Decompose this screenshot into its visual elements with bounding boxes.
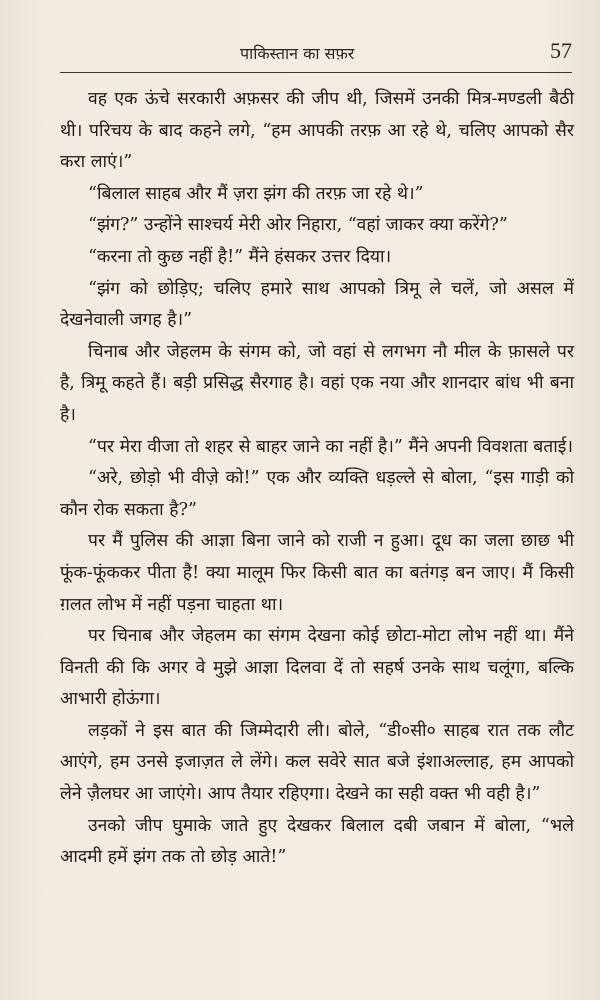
- paragraph: “पर मेरा वीजा तो शहर से बाहर जाने का नहीं है।” मैंने अपनी विवशता बताई।: [88, 436, 573, 457]
- header-rule: [60, 72, 572, 73]
- body-text: [60, 84, 574, 874]
- paragraph: पर चिनाब और जेहलम का संगम देखना कोई छोटा-मोटा लोभ नहीं था। मैंने विनती की कि अगर वे मुझे आज्ञा दिलवा दें तो सहर्ष उनके साथ चलूंगा, बल्कि आभारी होऊंगा।: [60, 626, 574, 710]
- paragraph: चिनाब और जेहलम के संगम को, जो वहां से लगभग नौ मील के फ़ासले पर है, त्रिमू कहते हैं। बड़ी प्रसिद्ध सैरगाह है। वहां एक नया और शानदार बांध भी बना है।: [60, 341, 574, 425]
- running-title: पाकिस्तान का सफ़र: [240, 44, 355, 63]
- paragraph: “झंग को छोड़िए; चलिए हमारे साथ आपको त्रिमू ले चलें, जो असल में देखनेवाली जगह है।”: [60, 278, 574, 331]
- paragraph: “करना तो कुछ नहीं है!” मैंने हंसकर उत्तर दिया।: [88, 246, 392, 267]
- paragraph: पर मैं पुलिस की आज्ञा बिना जाने को राजी न हुआ। दूध का जला छाछ भी फूंक-फूंककर पीता है! क्या मालूम फिर किसी बात का बतंगड़ बन जाए। मैं किसी ग़लत लोभ में नहीं पड़ना चाहता था।: [60, 531, 574, 615]
- page-number: 57: [550, 38, 572, 63]
- paragraph: उनको जीप घुमाके जाते हुए देखकर बिलाल दबी जबान में बोला, “भले आदमी हमें झंग तक तो छोड़ आते!”: [60, 815, 574, 868]
- paragraph: वह एक ऊंचे सरकारी अफ़सर की जीप थी, जिसमें उनकी मित्र-मण्डली बैठी थी। परिचय के बाद कहने लगे, “हम आपकी तरफ़ आ रहे थे, चलिए आपको सैर करा लाएं।”: [60, 89, 574, 173]
- paragraph: “झंग?” उन्होंने साश्चर्य मेरी ओर निहारा, “वहां जाकर क्या करेंगे?”: [88, 215, 508, 236]
- page-header: [60, 38, 572, 68]
- paragraph: लड़कों ने इस बात की जिम्मेदारी ली। बोले, “डी०सी० साहब रात तक लौट आएंगे, हम उनसे इजाज़त ले लेंगे। कल सवेरे सात बजे इंशाअल्लाह, हम आपको लेने ज़ैलघर आ जाएंगे। आप तैयार रहिएगा। देखने का सही वक्त भी वही है।”: [60, 720, 574, 805]
- paragraph: “अरे, छोड़ो भी वीज़े को!” एक और व्यक्ति धड़ल्ले से बोला, “इस गाड़ी को कौन रोक सकता है?”: [60, 468, 574, 520]
- paragraph: “बिलाल साहब और मैं ज़रा झंग की तरफ़ जा रहे थे।”: [88, 183, 424, 204]
